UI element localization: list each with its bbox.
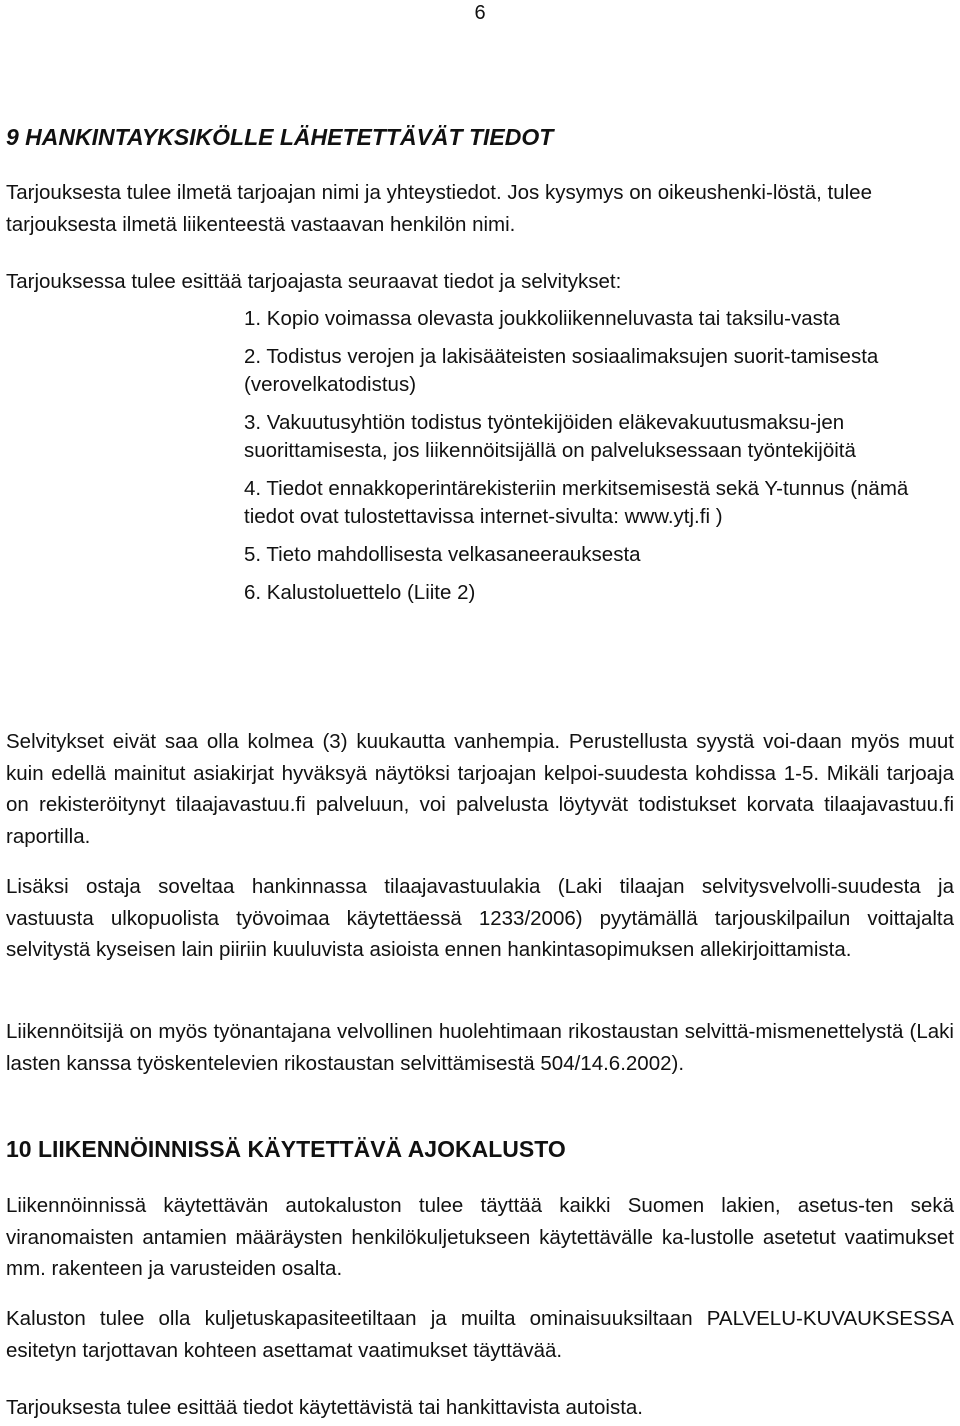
section-9-heading: 9 HANKINTAYKSIKÖLLE LÄHETETTÄVÄT TIEDOT xyxy=(6,124,554,150)
section-9-paragraph-4: Lisäksi ostaja soveltaa hankinnassa tilaajavastuulakia (Laki tilaajan selvitysvelvolli-suudesta ja vastuusta ulkopuolista työvoimaa käytettäessä 1233/2006) pyytämällä tarjouskilpailun voittajalta selvitystä kyseisen lain piiriin kuuluvista asioista ennen hankintasopimuksen allekirjoittamista. xyxy=(6,875,954,962)
list-item: 3. Vakuutusyhtiön todistus työntekijöiden eläkevakuutusmaksu-jen suorittamisesta, jos liikennöitsijällä on palveluksessaan työntekijöitä xyxy=(244,411,856,462)
section-10-heading: 10 LIIKENNÖINNISSÄ KÄYTETTÄVÄ AJOKALUSTO xyxy=(6,1136,566,1162)
list-item: 5. Tieto mahdollisesta velkasaneerauksesta xyxy=(244,543,641,566)
section-10-paragraph-1: Liikennöinnissä käytettävän autokaluston tulee täyttää kaikki Suomen lakien, asetus-ten sekä viranomaisten antamien määräysten henkilökuljetukseen käytettävälle ka-lustolle asetetut vaatimukset mm. rakenteen ja varusteiden osalta. xyxy=(6,1194,954,1281)
list-item: 6. Kalustoluettelo (Liite 2) xyxy=(244,581,476,604)
list-item: 4. Tiedot ennakkoperintärekisteriin merkitsemisestä sekä Y-tunnus (nämä tiedot ovat tulostettavissa internet-sivulta: www.ytj.fi ) xyxy=(244,477,909,528)
section-10-paragraph-3: Tarjouksesta tulee esittää tiedot käytettävistä tai hankittavista autoista. xyxy=(6,1396,643,1419)
section-9-paragraph-1: Tarjouksesta tulee ilmetä tarjoajan nimi ja yhteystiedot. Jos kysymys on oikeushenki-löstä, tulee tarjouksesta ilmetä liikenteestä vastaavan henkilön nimi. xyxy=(6,181,872,236)
list-item: 2. Todistus verojen ja lakisääteisten sosiaalimaksujen suorit-tamisesta (verovelkatodistus) xyxy=(244,345,879,396)
section-10-paragraph-2: Kaluston tulee olla kuljetuskapasiteetiltaan ja muilta ominaisuuksiltaan PALVELU-KUVAUKSESSA esitetyn tarjottavan kohteen asettamat vaatimukset täyttävää. xyxy=(6,1307,954,1362)
requirements-list xyxy=(244,305,944,617)
section-9-paragraph-5: Liikennöitsijä on myös työnantajana velvollinen huolehtimaan rikostaustan selvittä-mismenettelystä (Laki lasten kanssa työskentelevien rikostaustan selvittämisestä 504/14.6.2002). xyxy=(6,1020,954,1075)
section-9-paragraph-3: Selvitykset eivät saa olla kolmea (3) kuukautta vanhempia. Perustellusta syystä voi-daan myös muut kuin edellä mainitut asiakirjat hyväksyä näytöksi tarjoajan kelpoi-suudesta kohdissa 1-5. Mikäli tarjoaja on rekisteröitynyt tilaajavastuu.fi palveluun, voi palvelusta löytyvät todistukset korvata tilaajavastuu.fi raportilla. xyxy=(6,730,954,849)
list-item: 1. Kopio voimassa olevasta joukkoliikenneluvasta tai taksilu-vasta xyxy=(244,307,840,330)
section-9-paragraph-2: Tarjouksessa tulee esittää tarjoajasta seuraavat tiedot ja selvitykset: xyxy=(6,270,622,293)
page-number: 6 xyxy=(474,2,486,24)
